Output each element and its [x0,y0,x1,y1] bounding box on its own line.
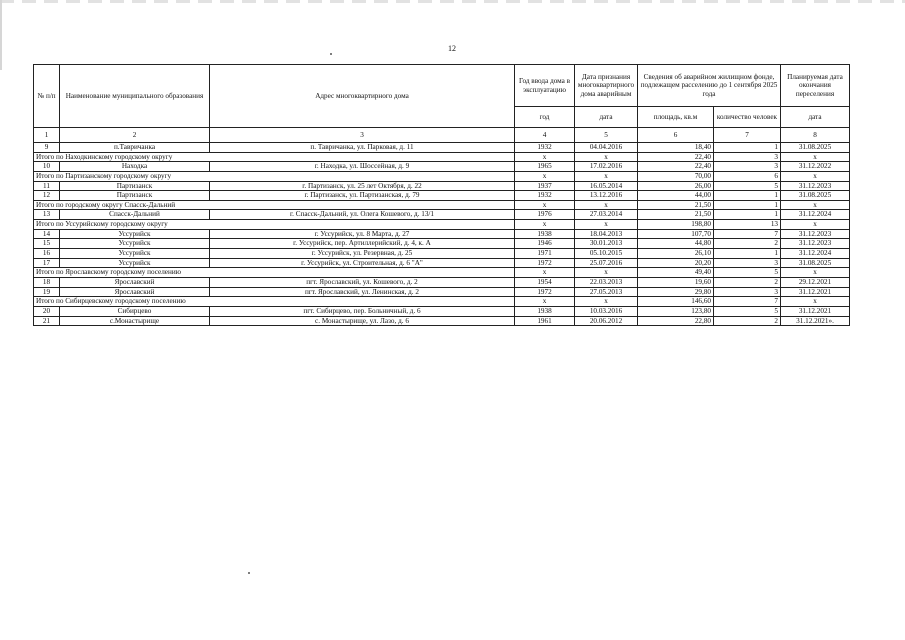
table-row [34,210,850,220]
planned-end-date: х [781,268,850,278]
resettlement-table [33,64,850,326]
table-row [34,258,850,268]
commission-year: 1938 [515,306,575,316]
subtotal-row [34,268,850,278]
scan-edge-left [0,0,2,70]
recognition-date: х [575,220,638,230]
subheader-area: площадь, кв.м [638,107,714,128]
subheader-end-date: дата [781,107,850,128]
table-row [34,306,850,316]
header-fund: Сведения об аварийном жилищном фонде, подлежащем расселению до 1 сентября 2025 года [638,65,781,107]
people-count: 3 [714,162,781,172]
municipality-name: Ярославский [60,277,210,287]
row-number: 11 [34,181,60,191]
people-count: 5 [714,306,781,316]
subheader-people: количество человек [714,107,781,128]
commission-year: 1937 [515,181,575,191]
planned-end-date: 31.12.2021 [781,306,850,316]
municipality-name: Сибирцево [60,306,210,316]
column-number-row [34,128,850,143]
house-address: г. Уссурийск, ул. 8 Марта, д. 27 [210,229,515,239]
area-sqm: 21,50 [638,210,714,220]
subheader-date: дата [575,107,638,128]
column-number: 8 [781,128,850,143]
commission-year: 1938 [515,229,575,239]
house-address: г. Спасск-Дальний, ул. Олега Кошевого, д. 13/1 [210,210,515,220]
planned-end-date: 31.08.2025 [781,191,850,201]
header-year: Год ввода дома в эксплуатацию [515,65,575,107]
area-sqm: 29,80 [638,287,714,297]
planned-end-date: 31.12.2023 [781,181,850,191]
people-count: 13 [714,220,781,230]
column-number: 5 [575,128,638,143]
area-sqm: 20,20 [638,258,714,268]
planned-end-date: 31.12.2023 [781,239,850,249]
subtotal-label: Итого по Сибирцевскому городскому поселению [34,297,515,307]
header-recognition-date: Дата признания многоквартирного дома аварийным [575,65,638,107]
row-number: 15 [34,239,60,249]
recognition-date: х [575,152,638,162]
municipality-name: Партизанск [60,181,210,191]
municipality-name: Партизанск [60,191,210,201]
commission-year: х [515,171,575,181]
people-count: 7 [714,229,781,239]
municipality-name: Уссурийск [60,249,210,259]
commission-year: х [515,297,575,307]
table-body [34,143,850,326]
recognition-date: 13.12.2016 [575,191,638,201]
column-number: 2 [60,128,210,143]
subtotal-label: Итого по городскому округу Спасск-Дальний [34,200,515,210]
commission-year: 1965 [515,162,575,172]
table-row [34,277,850,287]
area-sqm: 44,00 [638,191,714,201]
column-number: 3 [210,128,515,143]
table-row [34,239,850,249]
people-count: 2 [714,277,781,287]
recognition-date: 27.03.2014 [575,210,638,220]
planned-end-date: 31.12.2023 [781,229,850,239]
subtotal-label: Итого по Уссурийскому городскому округу [34,220,515,230]
people-count: 3 [714,152,781,162]
table-row [34,162,850,172]
recognition-date: х [575,297,638,307]
subtotal-row [34,171,850,181]
recognition-date: 27.05.2013 [575,287,638,297]
recognition-date: х [575,268,638,278]
planned-end-date: х [781,220,850,230]
municipality-name: Находка [60,162,210,172]
municipality-name: Уссурийск [60,239,210,249]
house-address: г. Уссурийск, ул. Резервная, д. 25 [210,249,515,259]
people-count: 1 [714,191,781,201]
area-sqm: 198,80 [638,220,714,230]
table-row [34,287,850,297]
header-num: № п/п [34,65,60,128]
house-address: г. Уссурийск, пер. Артиллерийский, д. 4, к. А [210,239,515,249]
area-sqm: 26,00 [638,181,714,191]
people-count: 2 [714,316,781,326]
area-sqm: 26,10 [638,249,714,259]
recognition-date: 20.06.2012 [575,316,638,326]
people-count: 5 [714,181,781,191]
row-number: 14 [34,229,60,239]
people-count: 1 [714,210,781,220]
house-address: пгт. Ярославский, ул. Кошевого, д. 2 [210,277,515,287]
commission-year: х [515,152,575,162]
row-number: 20 [34,306,60,316]
subtotal-row [34,152,850,162]
commission-year: 1976 [515,210,575,220]
commission-year: 1932 [515,143,575,153]
table-row [34,316,850,326]
scan-speck [248,572,250,574]
people-count: 7 [714,297,781,307]
municipality-name: с.Монастырище [60,316,210,326]
column-number: 6 [638,128,714,143]
subtotal-label: Итого по Находкинскому городскому округу [34,152,515,162]
row-number: 19 [34,287,60,297]
row-number: 12 [34,191,60,201]
planned-end-date: 31.12.2022 [781,162,850,172]
municipality-name: п.Тавричанка [60,143,210,153]
area-sqm: 22,40 [638,152,714,162]
planned-end-date: 31.12.2021 [781,287,850,297]
commission-year: 1946 [515,239,575,249]
area-sqm: 22,40 [638,162,714,172]
planned-end-date: х [781,171,850,181]
scan-speck [330,53,332,55]
planned-end-date: 31.08.2025 [781,258,850,268]
people-count: 1 [714,249,781,259]
header-row-main [34,65,850,107]
area-sqm: 44,80 [638,239,714,249]
row-number: 13 [34,210,60,220]
house-address: г. Партизанск, ул. Партизанская, д. 79 [210,191,515,201]
area-sqm: 21,50 [638,200,714,210]
row-number: 21 [34,316,60,326]
subtotal-row [34,200,850,210]
column-number: 4 [515,128,575,143]
commission-year: 1961 [515,316,575,326]
subtotal-label: Итого по Партизанскому городскому округу [34,171,515,181]
municipality-name: Уссурийск [60,229,210,239]
recognition-date: 16.05.2014 [575,181,638,191]
area-sqm: 22,80 [638,316,714,326]
area-sqm: 107,70 [638,229,714,239]
row-number: 16 [34,249,60,259]
planned-end-date: х [781,200,850,210]
table-row [34,191,850,201]
area-sqm: 123,80 [638,306,714,316]
row-number: 10 [34,162,60,172]
planned-end-date: 31.12.2024 [781,249,850,259]
house-address: пгт. Ярославский, ул. Ленинская, д. 2 [210,287,515,297]
page-number: 12 [448,44,456,53]
commission-year: х [515,220,575,230]
recognition-date: х [575,200,638,210]
house-address: г. Партизанск, ул. 25 лет Октября, д. 22 [210,181,515,191]
municipality-name: Спасск-Дальний [60,210,210,220]
header-planned-date: Планируемая дата окончания переселения [781,65,850,107]
recognition-date: 18.04.2013 [575,229,638,239]
municipality-name: Уссурийск [60,258,210,268]
table-row [34,229,850,239]
column-number: 1 [34,128,60,143]
planned-end-date: 31.12.2024 [781,210,850,220]
recognition-date: х [575,171,638,181]
table-row [34,143,850,153]
commission-year: х [515,268,575,278]
subtotal-row [34,220,850,230]
scan-edge-top [0,0,905,3]
column-number: 7 [714,128,781,143]
row-number: 9 [34,143,60,153]
people-count: 3 [714,258,781,268]
header-address: Адрес многоквартирного дома [210,65,515,128]
recognition-date: 04.04.2016 [575,143,638,153]
recognition-date: 17.02.2016 [575,162,638,172]
table-row [34,181,850,191]
subtotal-label: Итого по Ярославскому городскому поселению [34,268,515,278]
area-sqm: 19,60 [638,277,714,287]
people-count: 3 [714,287,781,297]
commission-year: х [515,200,575,210]
municipality-name: Ярославский [60,287,210,297]
people-count: 2 [714,239,781,249]
house-address: п. Тавричанка, ул. Парковая, д. 11 [210,143,515,153]
commission-year: 1972 [515,258,575,268]
row-number: 17 [34,258,60,268]
planned-end-date: х [781,152,850,162]
people-count: 1 [714,143,781,153]
area-sqm: 146,60 [638,297,714,307]
subtotal-row [34,297,850,307]
people-count: 1 [714,200,781,210]
recognition-date: 10.03.2016 [575,306,638,316]
commission-year: 1932 [515,191,575,201]
planned-end-date: 31.08.2025 [781,143,850,153]
commission-year: 1954 [515,277,575,287]
house-address: г. Уссурийск, ул. Строительная, д. 6 "А" [210,258,515,268]
commission-year: 1971 [515,249,575,259]
recognition-date: 05.10.2015 [575,249,638,259]
table-row [34,249,850,259]
house-address: с. Монастырище, ул. Лазо, д. 6 [210,316,515,326]
area-sqm: 18,40 [638,143,714,153]
recognition-date: 30.01.2013 [575,239,638,249]
house-address: г. Находка, ул. Шоссейная, д. 9 [210,162,515,172]
subheader-year: год [515,107,575,128]
planned-end-date: 29.12.2021 [781,277,850,287]
planned-end-date: х [781,297,850,307]
header-municipality: Наименование муниципального образования [60,65,210,128]
recognition-date: 25.07.2016 [575,258,638,268]
people-count: 5 [714,268,781,278]
row-number: 18 [34,277,60,287]
commission-year: 1972 [515,287,575,297]
people-count: 6 [714,171,781,181]
house-address: пгт. Сибирцево, пер. Больничный, д. 6 [210,306,515,316]
planned-end-date: 31.12.2021». [781,316,850,326]
area-sqm: 70,00 [638,171,714,181]
area-sqm: 49,40 [638,268,714,278]
recognition-date: 22.03.2013 [575,277,638,287]
